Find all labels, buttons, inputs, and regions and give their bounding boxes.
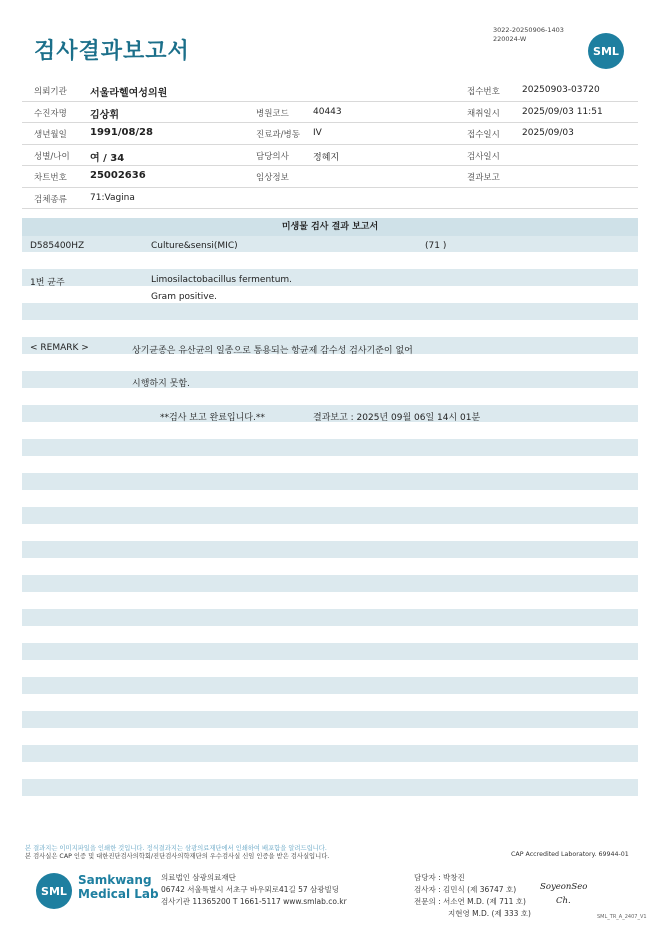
stripe-row (22, 779, 638, 796)
remark-text-2: 시행하지 못함. (132, 379, 190, 389)
test-number: (71 ) (425, 241, 447, 251)
organism-label: 1번 균주 (30, 278, 65, 288)
stripe-row (22, 507, 638, 524)
info-row: 검체종류 71:Vagina (22, 188, 638, 210)
cert-notice: 본 검사실은 CAP 인증 및 대한진단검사의학회/진단검사의학재단의 우수검사실 신임 인증을 받은 검사실입니다. (25, 853, 330, 860)
info-row: 성별/나이 여 / 34 담당의사 정혜지 검사일시 (22, 145, 638, 167)
image-notice: 본 결과지는 이미지파일을 인쇄한 것입니다. 정식결과지는 삼광의료재단에서 인쇄하여 배포함을 알려드립니다. (25, 845, 327, 852)
stripe-row (22, 473, 638, 490)
stripe-row (22, 320, 638, 337)
stripe-row (22, 490, 638, 507)
stripe-row (22, 728, 638, 745)
form-code: SML_TR_A_2407_V1 (597, 914, 647, 920)
result-header: 미생물 검사 결과 보고서 (22, 218, 638, 236)
remark-text: 상기균종은 유산균의 일종으로 통용되는 항균제 감수성 검사기준이 없어 (132, 346, 413, 356)
lab-address: 의료법인 삼광의료재단 06742 서울특별시 서초구 바우뫼로41길 57 삼광빌딩 검사기관 11365200 T 1661-5117 www.smlab.co.kr (161, 873, 347, 906)
stripe-row (22, 592, 638, 609)
stripe-row (22, 252, 638, 269)
cap-accreditation: CAP Accredited Laboratory. 69944-01 (511, 851, 629, 858)
staff-list: 담당자 : 박창진 검사자 : 김민식 (제 36747 호) 전문의 : 서소연 M.D. (제 711 호) 지현영 M.D. (제 333 호) (414, 873, 531, 918)
stripe-row (22, 626, 638, 643)
signature-1: SoyeonSeo (540, 882, 588, 892)
stripe-row (22, 575, 638, 592)
stripe-row (22, 762, 638, 779)
stripe-row (22, 745, 638, 762)
stripe-row (22, 677, 638, 694)
stripe-row (22, 558, 638, 575)
stripe-row (22, 643, 638, 660)
info-row: 생년월일 1991/08/28 진료과/병동 IV 접수일시 2025/09/03 (22, 123, 638, 145)
stripe-row (22, 371, 638, 388)
document-id: 3022-20250906-1403 220024-W (493, 26, 564, 43)
info-row: 차트번호 25002636 임상정보 결과보고 (22, 166, 638, 188)
info-row: 수진자명 김상휘 병원코드 40443 채취일시 2025/09/03 11:51 (22, 102, 638, 124)
signature-2: Ch. (556, 896, 571, 906)
stripe-row (22, 524, 638, 541)
stripe-row (22, 694, 638, 711)
sml-logo-icon: SML (588, 33, 624, 69)
gram-stain: Gram positive. (151, 292, 217, 302)
organism-name: Limosilactobacillus fermentum. (151, 275, 293, 285)
stripe-row (22, 422, 638, 439)
stripe-row (22, 711, 638, 728)
test-name: Culture&sensi(MIC) (151, 241, 238, 251)
brand-name: Samkwang Medical Lab (78, 873, 159, 901)
stripe-row (22, 354, 638, 371)
stripe-row (22, 303, 638, 320)
stripe-row (22, 609, 638, 626)
stripe-row (22, 541, 638, 558)
stripe-row (22, 388, 638, 405)
remark-label: < REMARK > (30, 343, 89, 353)
stripe-row (22, 660, 638, 677)
info-row: 의뢰기관 서울라헬여성의원 접수번호 20250903-03720 (22, 80, 638, 102)
stripe-row (22, 269, 638, 286)
report-title: 검사결과보고서 (34, 39, 190, 64)
stripe-row (22, 796, 638, 813)
stripe-row (22, 439, 638, 456)
result-stripes (22, 218, 638, 813)
patient-info-table (22, 80, 638, 209)
test-code: D585400HZ (30, 241, 85, 251)
stripe-row (22, 456, 638, 473)
report-time: 결과보고 : 2025년 09월 06일 14시 01분 (313, 413, 481, 423)
sml-footer-logo-icon: SML (36, 873, 72, 909)
stripe-row (22, 286, 638, 303)
stripe-row (22, 235, 638, 252)
report-complete: **검사 보고 완료입니다.** (160, 413, 265, 423)
